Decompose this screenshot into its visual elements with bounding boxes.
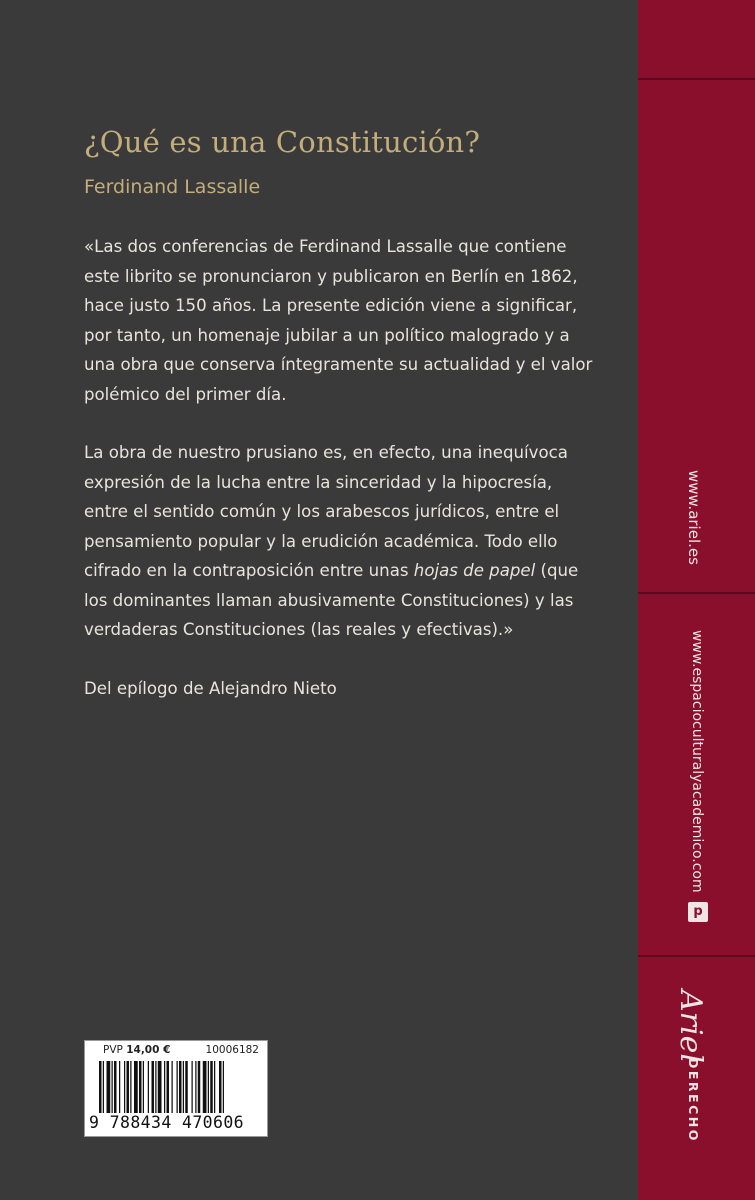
barcode-bar (130, 1061, 131, 1113)
price: 14,00 € (126, 1044, 171, 1056)
barcode-bar (210, 1061, 213, 1113)
blurb-line: este librito se pronunciaron y publicaron en Berlín en 1862, (84, 266, 578, 286)
blurb-text: (que (535, 561, 579, 580)
blurb-paragraph-2 (84, 438, 604, 645)
barcode-bar (148, 1061, 149, 1113)
spine-divider (638, 592, 755, 594)
publisher-url[interactable]: www.ariel.es (685, 470, 703, 565)
barcode-bar (143, 1061, 144, 1113)
barcode-bar (119, 1061, 120, 1113)
barcode-bar (179, 1061, 182, 1113)
blurb-line: «Las dos conferencias de Ferdinand Lassalle que contiene (84, 237, 567, 256)
blurb-line: La obra de nuestro prusiano es, en efecto, una inequívoca (84, 443, 568, 462)
barcode-bar (183, 1061, 184, 1113)
barcode-bar (134, 1061, 138, 1113)
product-code: 10006182 (205, 1044, 259, 1056)
barcode-bar (164, 1061, 165, 1113)
barcode-bar (214, 1061, 215, 1113)
barcode-label (84, 1040, 268, 1137)
barcode-bar (155, 1061, 156, 1113)
barcode-bar (158, 1061, 162, 1113)
spine-divider (638, 78, 755, 80)
blurb-text: cifrado en la contraposición entre unas (84, 561, 414, 580)
blurb-paragraph-1 (84, 232, 604, 409)
barcode-bar (152, 1061, 155, 1113)
isbn-number: 9 788434 470606 (89, 1113, 245, 1132)
blurb-line: pensamiento popular y la erudición académica. Todo ello (84, 531, 558, 551)
blurb-line (84, 556, 604, 586)
blurb-line: los dominantes llaman abusivamente Constituciones) y las (84, 590, 574, 610)
barcode-bar (172, 1061, 173, 1113)
barcode-bar (177, 1061, 178, 1113)
blurb-line: polémico del primer día. (84, 384, 287, 404)
blurb-line: verdaderas Constituciones (las reales y efectivas).» (84, 620, 514, 639)
barcode-bar (198, 1061, 201, 1113)
barcode-bar (195, 1061, 196, 1113)
barcode-bar (114, 1061, 117, 1113)
blurb-line: una obra que conserva íntegramente su actualidad y el valor (84, 355, 593, 374)
barcode-bar (192, 1061, 193, 1113)
barcode-bar (107, 1061, 111, 1113)
barcode-bar (208, 1061, 209, 1113)
book-author: Ferdinand Lassalle (84, 176, 261, 198)
barcode-bar (99, 1061, 102, 1113)
pvp-label: PVP (103, 1044, 123, 1056)
website-url[interactable]: www.espacioculturalyacademico.com (689, 630, 705, 893)
attribution: Del epílogo de Alejandro Nieto (84, 678, 337, 698)
blurb-line: hace justo 150 años. La presente edición viene a significar, (84, 296, 578, 315)
blurb-line: entre el sentido común y los arabescos jurídicos, entre el (84, 502, 560, 521)
spine-divider (638, 955, 755, 957)
blurb (84, 232, 604, 732)
barcode-bar (112, 1061, 113, 1113)
publisher-logo: Ariel (673, 990, 708, 1063)
p-logo-icon: p (688, 902, 708, 922)
barcode-bar (127, 1061, 130, 1113)
book-title: ¿Qué es una Constitución? (84, 125, 481, 159)
barcode-bar (124, 1061, 125, 1113)
blurb-line: por tanto, un homenaje jubilar a un político malogrado y a (84, 325, 570, 345)
barcode-bar (203, 1061, 207, 1113)
barcode-bars (99, 1061, 261, 1113)
barcode-bar (103, 1061, 104, 1113)
barcode-bar (167, 1061, 170, 1113)
barcode-bar (223, 1061, 224, 1113)
barcode-bar (219, 1061, 222, 1113)
blurb-italic-text: hojas de papel (413, 561, 536, 580)
price-tag (103, 1044, 170, 1056)
barcode-bar (185, 1061, 188, 1113)
blurb-line: expresión de la lucha entre la sinceridad y la hipocresía, (84, 472, 553, 492)
barcode-bar (139, 1061, 142, 1113)
collection-label: DERECHO (686, 1058, 701, 1143)
